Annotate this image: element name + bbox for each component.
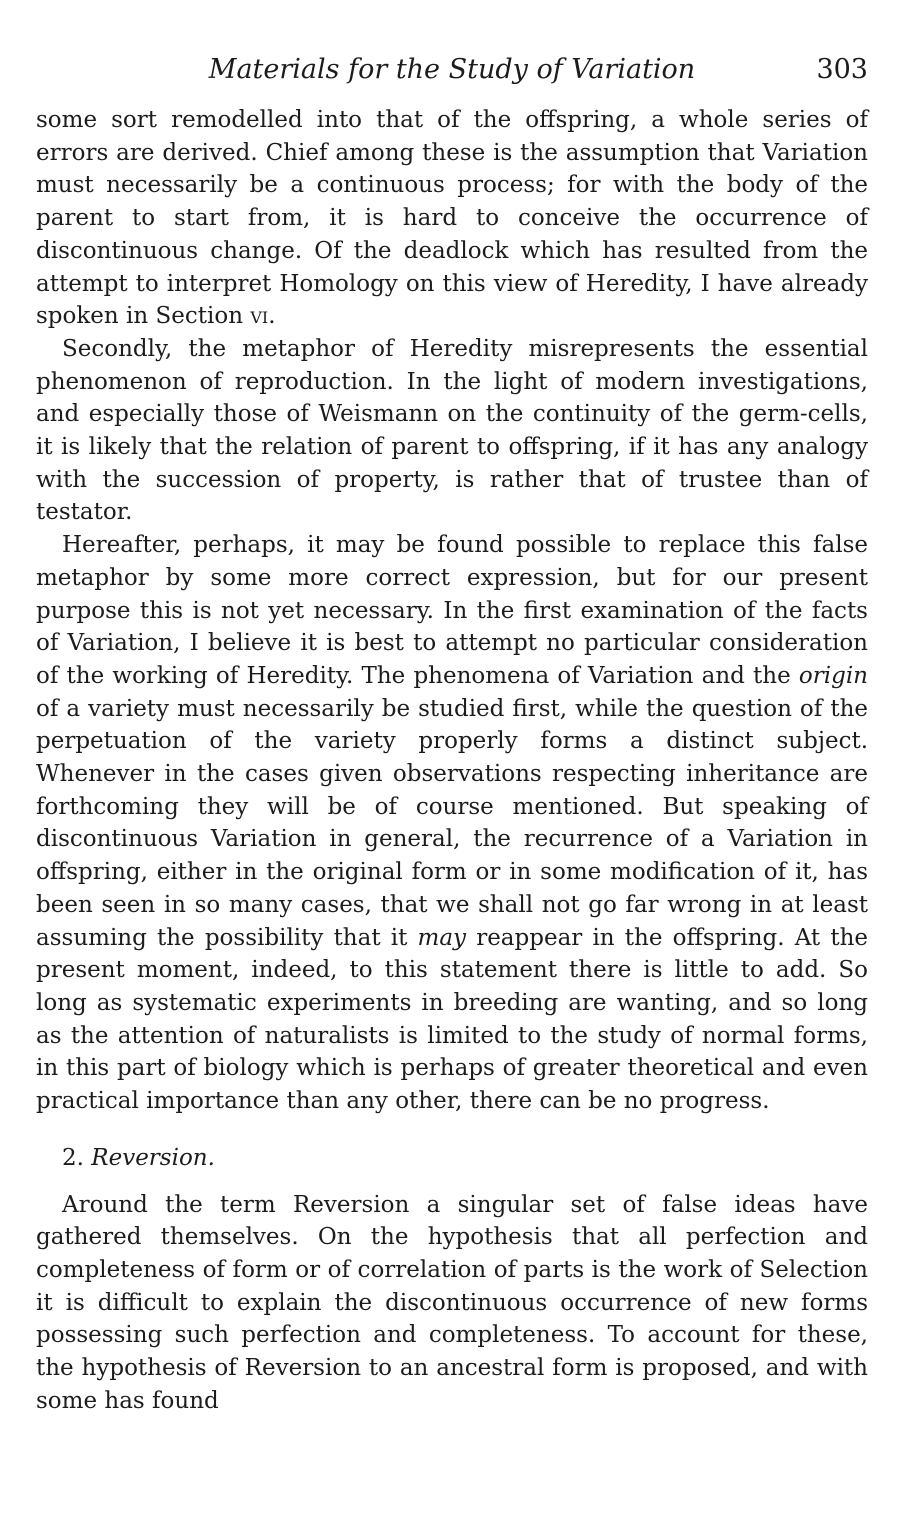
section-heading: [62, 1142, 868, 1175]
page-number: 303: [816, 54, 868, 85]
section-title: Reversion.: [91, 1144, 215, 1171]
paragraph-3: [36, 529, 868, 1118]
section-number: 2.: [62, 1144, 84, 1171]
paragraph-1: [36, 104, 868, 333]
paragraph-1-text: some sort remodelled into that of the offspring, a whole series of errors are derived. Chief among these is the assumption that Variation must necessarily be a continuous process; for with the body of the parent to start from, it is hard to conceive the occurrence of discontinuous change. Of the deadlock which has resulted from the attempt to interpret Homology on this view of Heredity, I have already spoken in Section: [36, 107, 868, 330]
paragraph-2: Secondly, the metaphor of Heredity misrepresents the essential phenomenon of reproduction. In the light of modern investigations, and especially those of Weismann on the continuity of the germ-cells, it is likely that the relation of parent to offspring, if it has any analogy with the succession of property, is rather that of trustee than of testator.: [36, 335, 868, 526]
paragraph-3-text-a: Hereafter, perhaps, it may be found possible to replace this false metaphor by some more correct expression, but for our present purpose this is not yet necessary. In the first examination of the facts of Variation, I believe it is best to attempt no particular consideration of the working of Heredity. The phenomena of Variation and the: [36, 532, 868, 689]
paragraph-1-end: .: [268, 303, 276, 330]
paragraph-3-text-c: reappear in the offspring. At the present moment, indeed, to this statement there is little to add. So long as systematic experiments in breeding are wanting, and so long as the attention of naturalists is limited to the study of normal forms, in this part of biology which is perhaps of greater theoretical and even practical importance than any other, there can be no progress.: [36, 924, 868, 1115]
section-numeral: vi: [250, 303, 269, 330]
page-header: [36, 52, 868, 92]
emphasis-may: may: [417, 924, 467, 951]
emphasis-origin: origin: [798, 662, 868, 689]
paragraph-3-text-b: of a variety must necessarily be studied first, while the question of the perpetuation of the variety properly forms a distinct subject. Whenever in the cases given observations respecting inheritance are forthcoming they will be of course mentioned. But speaking of discontinuous Variation in general, the recurrence of a Variation in offspring, either in the original form or in some modification of it, has been seen in so many cases, that we shall not go far wrong in at least assuming the possibility that it: [36, 695, 868, 951]
page-body: [36, 104, 868, 1417]
paragraph-4: Around the term Reversion a singular set of false ideas have gathered themselves. On the hypothesis that all perfection and completeness of form or of correlation of parts is the work of Selection it is difficult to explain the discontinuous occurrence of new forms possessing such perfection and completeness. To account for these, the hypothesis of Reversion to an ancestral form is proposed, and with some has found: [36, 1191, 868, 1414]
running-title: Materials for the Study of Variation: [208, 54, 696, 85]
